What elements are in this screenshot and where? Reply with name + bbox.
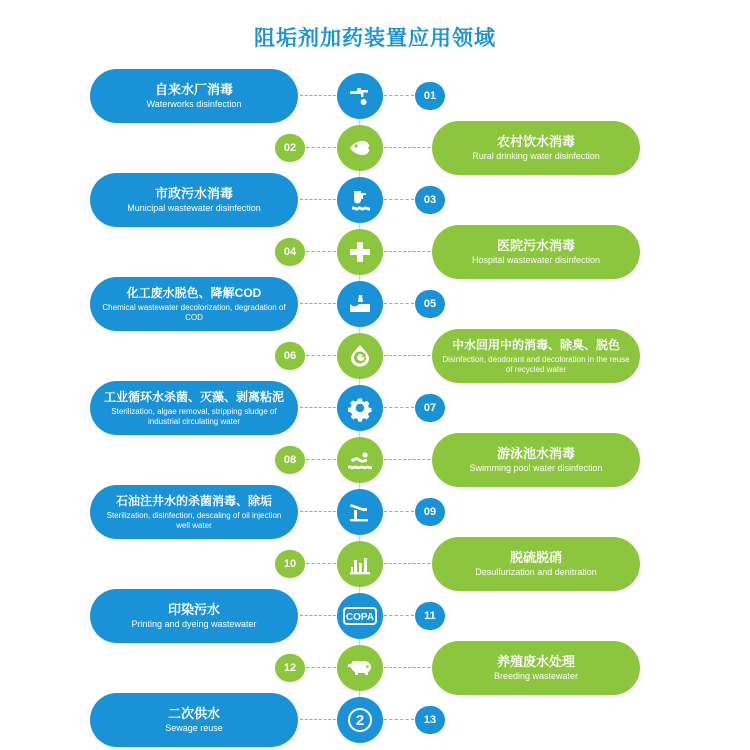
diagram-row	[0, 277, 750, 331]
connector-dash	[384, 563, 430, 565]
connector-dash	[306, 459, 336, 461]
item-label-en: Hospital wastewater disinfection	[471, 255, 601, 266]
diagram-row	[0, 173, 750, 227]
item-label-cn: 工业循环水杀菌、灭藻、剥离粘泥	[103, 389, 284, 404]
item-label-left[interactable]	[90, 173, 298, 227]
item-label-en: Disinfection, deodorant and decoloration in the reuse of recycled water	[442, 354, 630, 374]
connector-dash	[300, 511, 336, 513]
page-title: 阻垢剂加药装置应用领域	[254, 27, 496, 50]
item-label-left[interactable]	[90, 589, 298, 643]
item-number: 04	[275, 238, 305, 266]
item-number: 13	[415, 706, 445, 734]
factory-icon[interactable]	[337, 281, 383, 327]
item-label-cn: 游泳池水消毒	[496, 446, 575, 462]
connector-dash	[384, 355, 430, 357]
item-label-right[interactable]	[432, 121, 640, 175]
oil-pump-icon[interactable]	[337, 489, 383, 535]
diagram-row	[0, 485, 750, 539]
diagram-row	[0, 381, 750, 435]
item-label-left[interactable]	[90, 69, 298, 123]
item-label-en: Municipal wastewater disinfection	[127, 203, 261, 214]
connector-dash	[384, 199, 414, 201]
connector-dash	[384, 303, 414, 305]
item-label-cn: 化工废水脱色、降解COD	[126, 285, 262, 300]
item-number: 05	[415, 290, 445, 318]
item-number: 08	[275, 446, 305, 474]
diagram-row	[0, 329, 750, 383]
diagram-row	[0, 641, 750, 695]
svg-text:COPA: COPA	[345, 612, 375, 623]
item-label-en: Sterilization, algae removal, stripping sludge of industrial circulating water	[111, 406, 277, 426]
item-label-en: Chemical wastewater decolorization, degradation of COD	[102, 302, 286, 322]
connector-dash	[300, 95, 336, 97]
item-label-right[interactable]	[432, 537, 640, 591]
item-number: 12	[275, 654, 305, 682]
item-label-left[interactable]	[90, 485, 298, 539]
wastewater-pipe-icon[interactable]	[337, 177, 383, 223]
pig-icon[interactable]	[337, 645, 383, 691]
recycle-water-icon[interactable]	[337, 333, 383, 379]
medical-cross-icon[interactable]	[337, 229, 383, 275]
item-number: 06	[275, 342, 305, 370]
item-label-en: Sterilization, disinfection, descaling of oil injection well water	[106, 510, 282, 530]
item-label-left[interactable]	[90, 693, 298, 747]
connector-dash	[384, 407, 414, 409]
item-label-en: Desulfurization and denitration	[475, 567, 597, 578]
connector-dash	[300, 303, 336, 305]
copa-badge-icon[interactable]	[337, 593, 383, 639]
item-label-en: Rural drinking water disinfection	[472, 151, 600, 162]
item-label-cn: 市政污水消毒	[154, 186, 233, 202]
diagram-row	[0, 69, 750, 123]
item-label-left[interactable]	[90, 381, 298, 435]
diagram-row	[0, 693, 750, 747]
diagram-row	[0, 589, 750, 643]
item-label-en: Breeding wastewater	[493, 671, 579, 682]
item-label-cn: 石油注井水的杀菌消毒、除垢	[115, 493, 272, 508]
svg-text:2: 2	[355, 712, 365, 729]
connector-dash	[300, 407, 336, 409]
connector-dash	[384, 251, 430, 253]
item-label-right[interactable]	[432, 641, 640, 695]
item-label-left[interactable]	[90, 277, 298, 331]
diagram-row	[0, 121, 750, 175]
swimmer-icon[interactable]	[337, 437, 383, 483]
item-number: 10	[275, 550, 305, 578]
item-number: 01	[415, 82, 445, 110]
connector-dash	[306, 355, 336, 357]
gear-icon[interactable]	[337, 385, 383, 431]
item-label-en: Swimming pool water disinfection	[469, 463, 603, 474]
connector-dash	[384, 511, 414, 513]
connector-dash	[306, 563, 336, 565]
connector-dash	[384, 719, 414, 721]
connector-dash	[300, 615, 336, 617]
connector-dash	[384, 459, 430, 461]
item-label-cn: 脱硫脱硝	[509, 550, 562, 566]
connector-dash	[300, 719, 336, 721]
item-label-right[interactable]	[432, 329, 640, 383]
item-label-cn: 中水回用中的消毒、除臭、脱色	[451, 337, 620, 352]
connector-dash	[384, 147, 430, 149]
item-label-en: Sewage reuse	[165, 723, 223, 734]
fish-icon[interactable]	[337, 125, 383, 171]
item-label-cn: 农村饮水消毒	[496, 134, 575, 150]
item-label-en: Printing and dyeing wastewater	[131, 619, 257, 630]
item-label-right[interactable]	[432, 433, 640, 487]
item-label-cn: 二次供水	[167, 706, 220, 722]
connector-dash	[384, 667, 430, 669]
connector-dash	[306, 251, 336, 253]
connector-dash	[306, 667, 336, 669]
connector-dash	[306, 147, 336, 149]
item-number: 11	[415, 602, 445, 630]
smokestack-icon[interactable]	[337, 541, 383, 587]
connector-dash	[384, 95, 414, 97]
connector-dash	[384, 615, 414, 617]
item-label-en: Waterworks disinfection	[146, 99, 242, 110]
diagram-row	[0, 225, 750, 279]
faucet-icon[interactable]	[337, 73, 383, 119]
item-number: 09	[415, 498, 445, 526]
item-label-cn: 养殖废水处理	[496, 654, 575, 670]
item-label-cn: 医院污水消毒	[496, 238, 575, 254]
diagram-row	[0, 433, 750, 487]
item-number: 02	[275, 134, 305, 162]
item-label-right[interactable]	[432, 225, 640, 279]
item-number: 03	[415, 186, 445, 214]
item-number: 07	[415, 394, 445, 422]
number-two-icon[interactable]	[337, 697, 383, 743]
item-label-cn: 自来水厂消毒	[154, 82, 233, 98]
item-label-cn: 印染污水	[167, 602, 220, 618]
connector-dash	[300, 199, 336, 201]
diagram-row	[0, 537, 750, 591]
